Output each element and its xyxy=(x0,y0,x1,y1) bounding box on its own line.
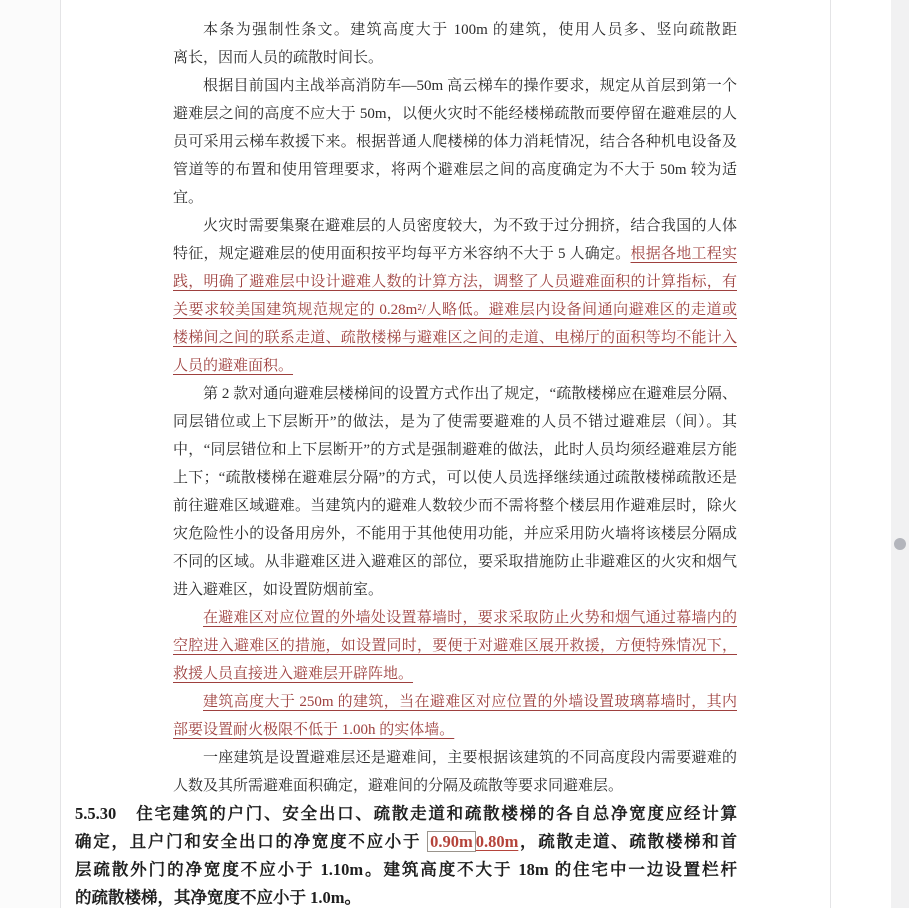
text-line xyxy=(173,72,737,100)
body-text: 根据目前国内主战举高消防车—50m 高云梯车的操作要求，规定从首层到第一个 xyxy=(203,78,737,94)
commentary-paragraph xyxy=(173,16,737,72)
clause-text: 确定，且户门和安全出口的净宽度不应小于 xyxy=(75,832,428,851)
text-line xyxy=(173,128,737,156)
commentary-paragraph xyxy=(173,72,737,212)
body-text: 离长，因而人员的疏散时间长。 xyxy=(173,50,384,66)
text-line xyxy=(173,240,737,268)
clause-text: ，疏散走道、疏散楼梯和首 xyxy=(518,832,737,851)
text-line xyxy=(173,16,737,44)
body-text: 上下；“疏散楼梯在避难层分隔”的方式，可以使人员选择继续通过疏散楼梯疏散还是 xyxy=(173,470,737,486)
text-line xyxy=(173,772,737,800)
text-line xyxy=(173,632,737,660)
scrollbar-thumb[interactable] xyxy=(894,538,906,550)
commentary-paragraph xyxy=(173,380,737,604)
text-line xyxy=(75,800,737,828)
text-line xyxy=(173,688,737,716)
text-line xyxy=(173,744,737,772)
revision-underline-text: 救援人员直接进入避难层开辟阵地。 xyxy=(173,666,414,682)
revision-underline-text: 关要求较美国建筑规范规定的 0.28m²/人略低。避难层内设备间通向避难区的走道或 xyxy=(173,302,737,318)
revision-underline-text: 根据各地工程实 xyxy=(630,246,737,262)
clause-text: 的疏散楼梯，其净宽度不应小于 1.0m。 xyxy=(75,888,361,907)
body-text: 灾危险性小的设备用房外，不能用于其他使用功能，并应采用防火墙将该楼层分隔成 xyxy=(173,526,737,542)
text-line xyxy=(173,464,737,492)
revision-underline-text: 楼梯间之间的联系走道、疏散楼梯与避难区之间的走道、电梯厅的面积等均不能计入 xyxy=(173,330,737,346)
text-line xyxy=(173,436,737,464)
body-text: 人数及其所需避难面积确定，避难间的分隔及疏散等要求同避难层。 xyxy=(173,778,624,794)
text-line xyxy=(75,828,737,856)
body-text: 避难层之间的高度不应大于 50m，以便火灾时不能经楼梯疏散而要停留在避难层的人 xyxy=(173,106,737,122)
text-line xyxy=(173,268,737,296)
body-text: 中，“同层错位和上下层断开”的方式是强制避难的做法，此时人员均须经避难层方能 xyxy=(173,442,737,458)
body-text: 火灾时需要集聚在避难层的人员密度较大，为不致于过分拥挤，结合我国的人体 xyxy=(203,218,737,234)
revision-underline-text: 建筑高度大于 250m 的建筑，当在避难区对应位置的外墙设置玻璃幕墙时，其内 xyxy=(203,694,737,710)
clause-text: 层疏散外门的净宽度不应小于 1.10m。建筑高度不大于 18m 的住宅中一边设置栏杆 xyxy=(75,860,737,879)
inserted-value-text: 0.80m xyxy=(475,832,519,851)
revision-underline-text: 人员的避难面积。 xyxy=(173,358,294,374)
text-line xyxy=(173,296,737,324)
commentary-paragraph xyxy=(173,688,737,744)
text-line xyxy=(173,184,737,212)
text-line xyxy=(173,100,737,128)
revision-underline-text: 空腔进入避难区的措施，如设置同时，要便于对避难区展开救援，方便特殊情况下， xyxy=(173,638,737,654)
text-line xyxy=(173,156,737,184)
clause-text: 5.5.30 住宅建筑的户门、安全出口、疏散走道和疏散楼梯的各自总净宽度应经计算 xyxy=(75,804,737,823)
body-text: 进入避难区，如设置防烟前室。 xyxy=(173,582,384,598)
body-text: 一座建筑是设置避难层还是避难间，主要根据该建筑的不同高度段内需要避难的 xyxy=(203,750,737,766)
clause-paragraph xyxy=(75,800,737,908)
body-text: 宜。 xyxy=(173,190,204,206)
text-line xyxy=(173,660,737,688)
revision-underline-text: 部要设置耐火极限不低于 1.00h 的实体墙。 xyxy=(173,722,455,738)
text-line xyxy=(173,604,737,632)
page-edge-right xyxy=(830,0,831,908)
text-line xyxy=(75,856,737,884)
body-text: 前往避难区域避难。当建筑内的避难人数较少而不需将整个楼层用作避难层时，除火 xyxy=(173,498,737,514)
text-line xyxy=(173,212,737,240)
text-line xyxy=(173,492,737,520)
page-edge-left xyxy=(60,0,61,908)
text-line xyxy=(173,576,737,604)
body-text: 本条为强制性条文。建筑高度大于 100m 的建筑，使用人员多、竖向疏散距 xyxy=(203,22,737,38)
body-text: 特征，规定避难层的使用面积按平均每平方米容纳不大于 5 人确定。 xyxy=(173,246,631,262)
text-line xyxy=(75,884,737,908)
body-text: 同层错位或上下层断开”的做法，是为了使需要避难的人员不错过避难层（间）。其 xyxy=(173,414,737,430)
commentary-paragraph xyxy=(173,604,737,688)
text-line xyxy=(173,44,737,72)
commentary-paragraph xyxy=(173,212,737,380)
revision-underline-text: 在避难区对应位置的外墙处设置幕墙时，要求采取防止火势和烟气通过幕墙内的 xyxy=(203,610,737,626)
text-line xyxy=(173,716,737,744)
text-line xyxy=(173,352,737,380)
body-text: 员可采用云梯车救援下来。根据普通人爬楼梯的体力消耗情况，结合各种机电设备及 xyxy=(173,134,737,150)
body-text: 不同的区域。从非避难区进入避难区的部位，要采取措施防止非避难区的火灾和烟气 xyxy=(173,554,737,570)
body-text: 第 2 款对通向避难层楼梯间的设置方式作出了规定，“疏散楼梯应在避难层分隔、 xyxy=(203,386,737,402)
viewer-left-margin xyxy=(0,0,60,908)
revision-underline-text: 践，明确了避难层中设计避难人数的计算方法，调整了人员避难面积的计算指标，有 xyxy=(173,274,737,290)
text-line xyxy=(173,520,737,548)
scrollbar-track[interactable] xyxy=(891,0,909,908)
commentary-paragraph xyxy=(173,744,737,800)
deleted-value-box: 0.90m xyxy=(427,831,476,852)
text-line xyxy=(173,324,737,352)
document-content xyxy=(75,16,737,908)
body-text: 管道等的布置和使用管理要求，将两个避难层之间的高度确定为不大于 50m 较为适 xyxy=(173,162,737,178)
text-line xyxy=(173,548,737,576)
text-line xyxy=(173,380,737,408)
text-line xyxy=(173,408,737,436)
